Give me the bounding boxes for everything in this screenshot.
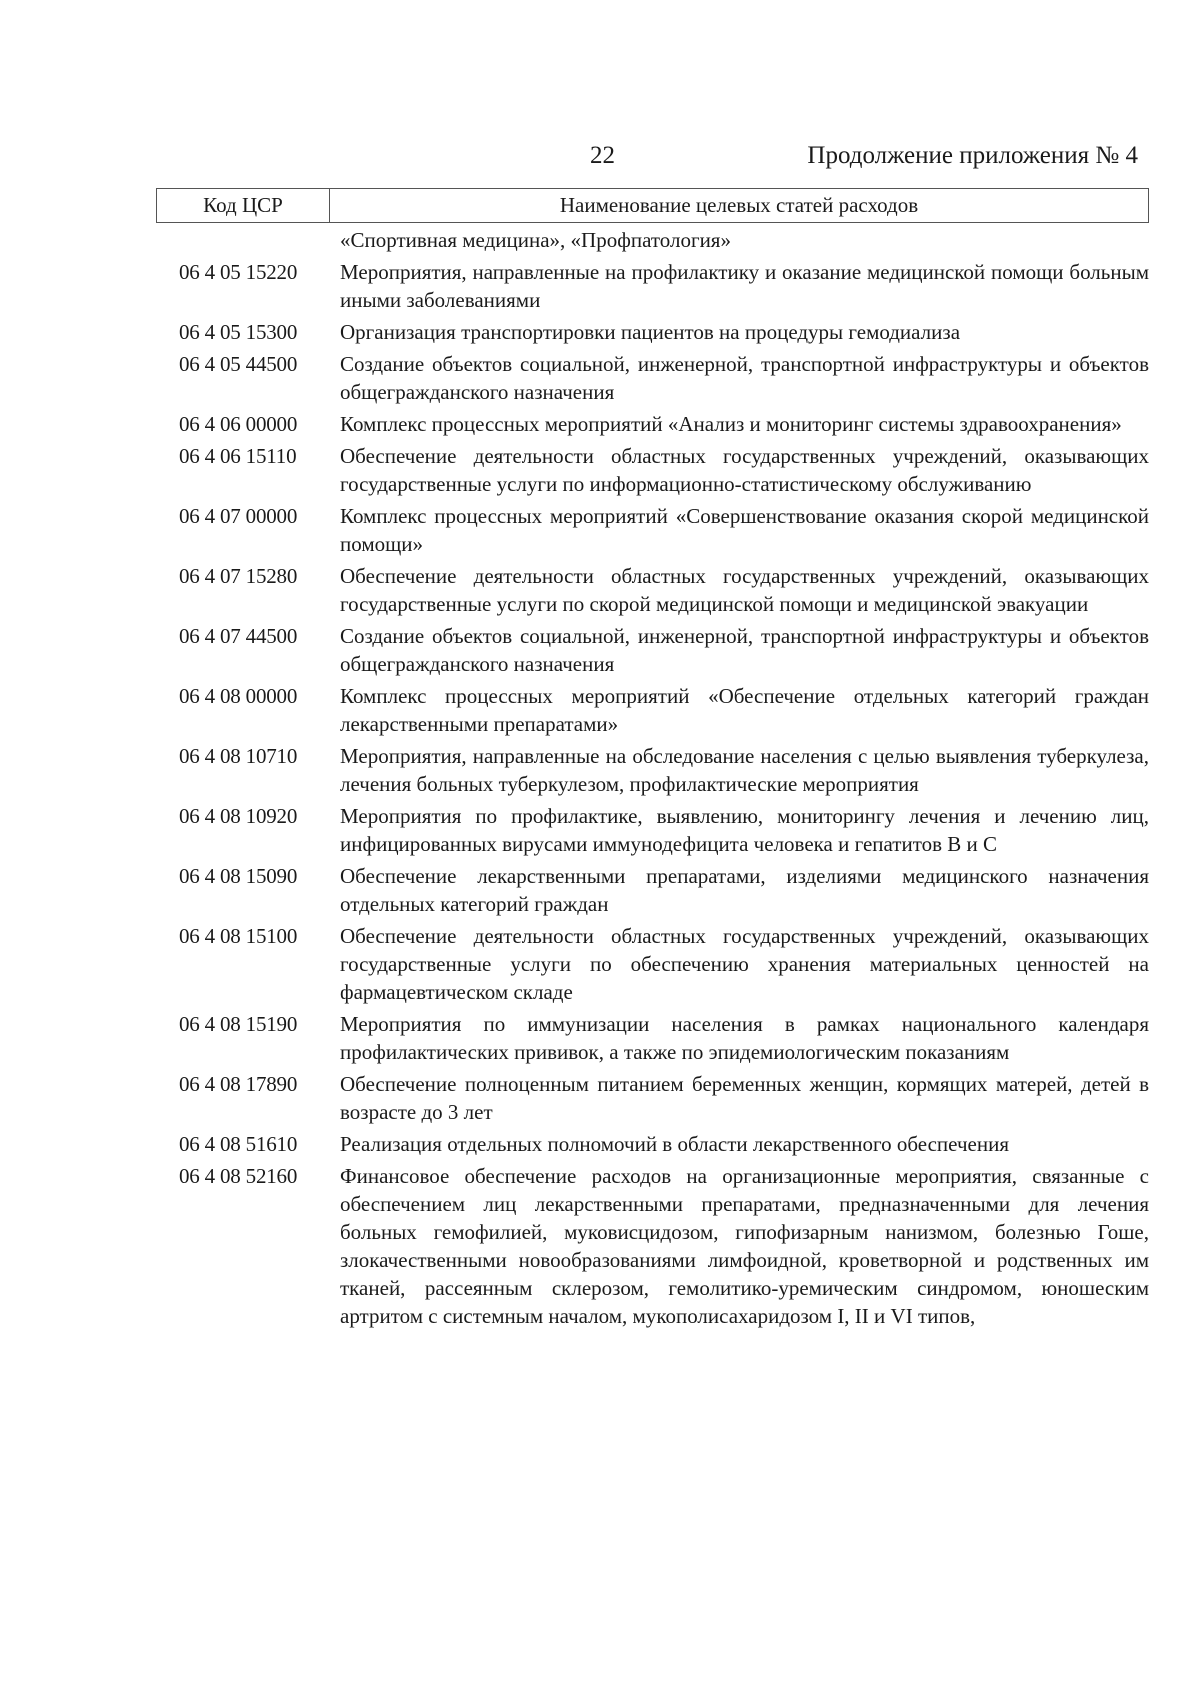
name-cell: Финансовое обеспечение расходов на организационные мероприятия, связанные с обеспечением лиц лекарственными препаратами, предназначенными для лечения больных гемофилией, муковисцидозом, гипофизарным нанизмом, болезнью Гоше, злокачественными новообразованиями лимфоидной, кроветворной и родственных им тканей, рассеянным склерозом, гемолитико-уремическим синдромом, юношеским артритом с системным началом, мукополисахаридозом I, II и VI типов, — [340, 1164, 1149, 1328]
column-header-name: Наименование целевых статей расходов — [559, 193, 919, 217]
name-cell: Обеспечение полноценным питанием беременных женщин, кормящих матерей, детей в возрасте до 3 лет — [340, 1072, 1149, 1124]
table-row — [156, 682, 1149, 738]
table-row — [156, 502, 1149, 558]
code-cell: 06 4 06 00000 — [179, 412, 298, 436]
table-row — [156, 1010, 1149, 1066]
table-row — [156, 410, 1149, 438]
code-cell: 06 4 05 44500 — [179, 352, 298, 376]
name-cell: Обеспечение деятельности областных государственных учреждений, оказывающих государственные услуги по скорой медицинской помощи и медицинской эвакуации — [340, 564, 1149, 616]
table-row — [156, 258, 1149, 314]
table-body — [156, 258, 1149, 1330]
table-row — [156, 862, 1149, 918]
code-cell: 06 4 08 10920 — [179, 804, 298, 828]
code-cell: 06 4 05 15220 — [179, 260, 298, 284]
table-row — [156, 350, 1149, 406]
name-cell: Мероприятия, направленные на обследование населения с целью выявления туберкулеза, лечения больных туберкулезом, профилактические мероприятия — [340, 744, 1149, 796]
column-header-code: Код ЦСР — [157, 189, 330, 222]
name-cell: Организация транспортировки пациентов на процедуры гемодиализа — [340, 320, 961, 344]
name-cell: Обеспечение деятельности областных государственных учреждений, оказывающих государственные услуги по информационно-статистическому обслуживанию — [340, 444, 1149, 496]
name-cell: Обеспечение лекарственными препаратами, изделиями медицинского назначения отдельных категорий граждан — [340, 864, 1149, 916]
code-cell: 06 4 08 52160 — [179, 1164, 298, 1188]
table-row — [156, 742, 1149, 798]
name-cell: Комплекс процессных мероприятий «Обеспечение отдельных категорий граждан лекарственными препаратами» — [340, 684, 1149, 736]
name-cell: Реализация отдельных полномочий в области лекарственного обеспечения — [340, 1132, 1009, 1156]
code-cell: 06 4 08 10710 — [179, 744, 298, 768]
name-cell: «Спортивная медицина», «Профпатология» — [340, 228, 731, 252]
table-row — [156, 1130, 1149, 1158]
name-cell: Комплекс процессных мероприятий «Совершенствование оказания скорой медицинской помощи» — [340, 504, 1149, 556]
code-cell: 06 4 08 00000 — [179, 684, 298, 708]
name-cell: Мероприятия, направленные на профилактику и оказание медицинской помощи больным иными заболеваниями — [340, 260, 1149, 312]
code-cell: 06 4 05 15300 — [179, 320, 298, 344]
name-cell: Создание объектов социальной, инженерной, транспортной инфраструктуры и объектов общегражданского назначения — [340, 624, 1149, 676]
table-row — [156, 802, 1149, 858]
code-cell: 06 4 08 51610 — [179, 1132, 298, 1156]
expense-items-table — [156, 226, 1149, 1334]
table-row — [156, 318, 1149, 346]
name-cell: Мероприятия по иммунизации населения в рамках национального календаря профилактических прививок, а также по эпидемиологическим показаниям — [340, 1012, 1149, 1064]
name-cell: Обеспечение деятельности областных государственных учреждений, оказывающих государственные услуги по обеспечению хранения материальных ценностей на фармацевтическом складе — [340, 924, 1149, 1004]
table-row — [156, 562, 1149, 618]
table-row-continuation — [156, 226, 1149, 254]
code-cell: 06 4 06 15110 — [179, 444, 297, 468]
code-cell — [156, 226, 330, 254]
table-row — [156, 1162, 1149, 1330]
code-cell: 06 4 08 15100 — [179, 924, 298, 948]
code-cell: 06 4 08 17890 — [179, 1072, 298, 1096]
table-row — [156, 442, 1149, 498]
table-row — [156, 922, 1149, 1006]
table-header — [156, 188, 1149, 223]
code-cell: 06 4 07 44500 — [179, 624, 298, 648]
name-cell: Мероприятия по профилактике, выявлению, мониторингу лечения и лечению лиц, инфицированных вирусами иммунодефицита человека и гепатитов B и C — [340, 804, 1149, 856]
name-cell: Комплекс процессных мероприятий «Анализ и мониторинг системы здравоохранения» — [340, 412, 1122, 436]
code-cell: 06 4 07 15280 — [179, 564, 298, 588]
appendix-continuation-title: Продолжение приложения № 4 — [807, 142, 1138, 169]
code-cell: 06 4 08 15090 — [179, 864, 298, 888]
table-row — [156, 622, 1149, 678]
code-cell: 06 4 08 15190 — [179, 1012, 298, 1036]
name-cell: Создание объектов социальной, инженерной, транспортной инфраструктуры и объектов общегражданского назначения — [340, 352, 1149, 404]
page-number: 22 — [590, 142, 615, 169]
table-row — [156, 1070, 1149, 1126]
code-cell: 06 4 07 00000 — [179, 504, 298, 528]
